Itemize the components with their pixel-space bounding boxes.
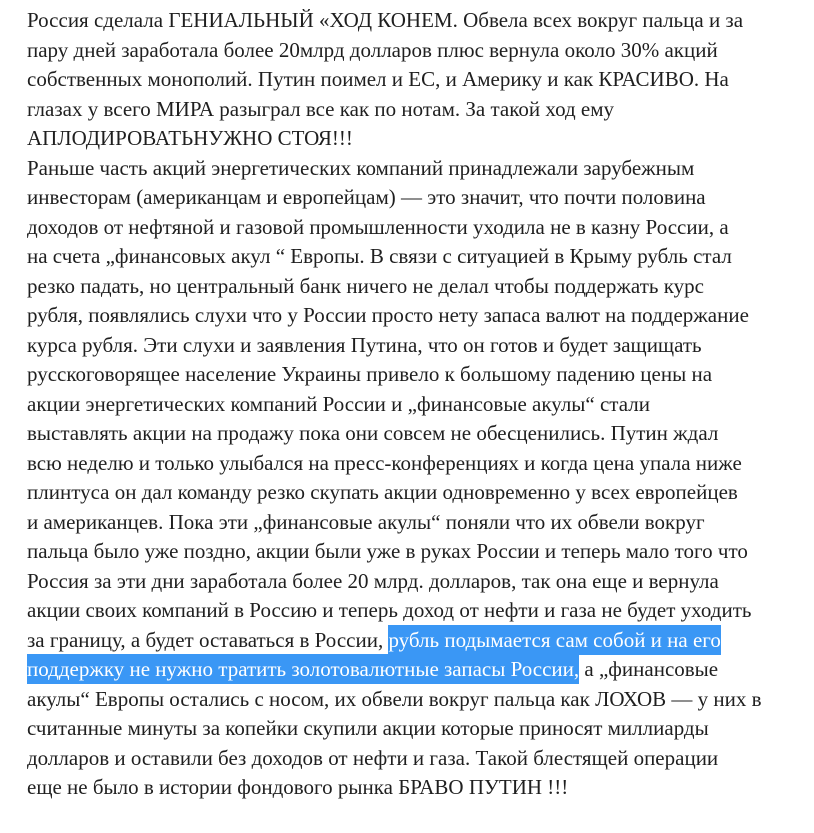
text-line: акции энергетических компаний России и „финансовые акулы“ стали — [27, 391, 650, 416]
text-line: на счета „финансовых акул “ Европы. В связи с ситуацией в Крыму рубль стал — [27, 244, 732, 268]
article-body — [27, 6, 814, 803]
text-line: доходов от нефтяной и газовой промышленности уходила не в казну России, а — [27, 214, 729, 239]
text-line: русскоговорящее население Украины привело к большому падению цены на — [27, 362, 713, 386]
text-line: плинтуса он дал команду резко скупать акции одновременно у всех европейцев — [27, 480, 738, 504]
text-line: резко падать, но центральный банк ничего не делал чтобы поддержать курс — [27, 273, 704, 298]
text-line: выставлять акции на продажу пока они совсем не обесценились. Путин ждал — [27, 421, 719, 445]
text-line: инвесторам (американцам и европейцам) — это значит, что почти половина — [27, 185, 706, 209]
text-line-with-selection[interactable] — [27, 626, 814, 656]
selected-text[interactable]: рубль подымается сам собой и на его — [388, 625, 720, 655]
text-line: пару дней заработала более 20млрд долларов плюс вернула около 30% акций — [27, 37, 718, 62]
text-line: Россия за эти дни заработала более 20 млрд. долларов, так она еще и вернула — [27, 568, 719, 593]
text-line: собственных монополий. Путин поимел и ЕС, и Америку и как КРАСИВО. На — [27, 67, 729, 91]
selected-text[interactable]: поддержку не нужно тратить золотовалютные запасы России, — [27, 654, 579, 684]
text-line: пальца было уже поздно, акции были уже в руках России и теперь мало того что — [27, 539, 748, 563]
text-line: считанные минуты за копейки скупили акции которые приносят миллиарды — [27, 716, 709, 740]
text-line: еще не было в истории фондового рынка БРАВО ПУТИН !!! — [27, 775, 569, 799]
text-line: курса рубля. Эти слухи и заявления Путина, что он готов и будет защищать — [27, 332, 702, 357]
text-line: акулы“ Европы остались с носом, их обвели вокруг пальца как ЛОХОВ — у них в — [27, 686, 762, 711]
text-line: и американцев. Пока эти „финансовые акулы“ поняли что их обвели вокруг — [27, 509, 705, 534]
text-line: долларов и оставили без доходов от нефти и газа. Такой блестящей операции — [27, 745, 719, 770]
text-line: Раньше часть акций энергетических компаний принадлежали зарубежным — [27, 155, 695, 180]
plain-text: а „финансовые — [579, 657, 719, 681]
text-line: рубля, появлялись слухи что у России просто нету запаса валют на поддержание — [27, 303, 749, 327]
text-line-with-selection[interactable] — [27, 655, 814, 685]
text-line: акции своих компаний в Россию и теперь доход от нефти и газа не будет уходить — [27, 598, 752, 622]
plain-text: за границу, а будет оставаться в России, — [27, 627, 389, 652]
text-line: АПЛОДИРОВАТЬНУЖНО СТОЯ!!! — [27, 126, 353, 150]
text-line: глазах у всего МИРА разыграл все как по нотам. За такой ход ему — [27, 96, 615, 121]
text-line: Россия сделала ГЕНИАЛЬНЫЙ «ХОД КОНЕМ. Обвела всех вокруг пальца и за — [27, 8, 744, 32]
text-line: всю неделю и только улыбался на пресс-конференциях и когда цена упала ниже — [27, 450, 742, 475]
